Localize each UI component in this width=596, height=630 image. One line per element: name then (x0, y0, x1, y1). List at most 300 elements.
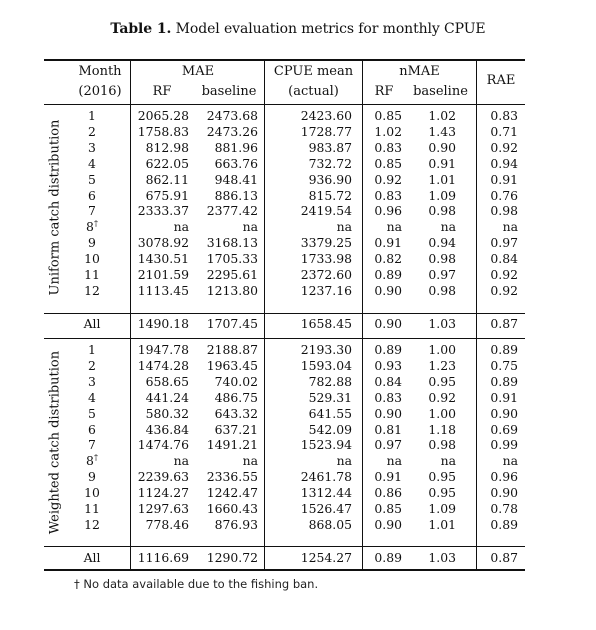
cell-nmae-rf-value: 0.82 (374, 251, 402, 267)
cell-month-value: 12 (84, 282, 100, 298)
cell-rae (477, 172, 518, 187)
cell-cpue-mean (265, 469, 352, 484)
cell-cpue-mean-value: 2193.30 (300, 342, 352, 357)
cell-month-value: 9 (88, 469, 96, 485)
vertical-rule-left (130, 59, 131, 570)
cell-nmae-rf-value: 0.89 (374, 342, 402, 357)
group-label-weighted: Weighted catch distribution (47, 350, 63, 535)
cell-cpue-mean (265, 390, 352, 405)
cell-mae-baseline-value: 2336.55 (206, 469, 258, 485)
cell-cpue-mean (265, 316, 352, 331)
cell-cpue-mean-value: 1733.98 (300, 251, 352, 267)
cell-nmae-rf-value: 0.83 (374, 139, 402, 155)
footnote-dagger: † (74, 577, 80, 591)
cell-month-value: All (83, 550, 101, 565)
cell-month-value: All (83, 316, 101, 331)
cell-month (70, 422, 114, 437)
cell-rae (477, 124, 518, 139)
cell-nmae-rf-value: 0.92 (374, 171, 402, 187)
cell-nmae-baseline (405, 267, 456, 282)
cell-nmae-baseline (405, 550, 456, 565)
cell-cpue-mean (265, 342, 352, 357)
cell-mae-baseline (192, 316, 258, 331)
cell-mae-baseline-value: 881.96 (214, 139, 258, 155)
cell-mae-baseline-value: 886.13 (214, 187, 258, 203)
header-cpue-actual: (actual) (288, 84, 339, 99)
cell-month (70, 219, 114, 234)
cell-mae-rf (132, 235, 189, 250)
cell-nmae-baseline-value: 0.91 (428, 155, 456, 171)
cell-cpue-mean-value: 1254.27 (300, 550, 352, 565)
cell-rae (477, 374, 518, 389)
cell-nmae-baseline (405, 124, 456, 139)
cell-cpue-mean (265, 140, 352, 155)
cell-mae-rf (132, 501, 189, 516)
cell-cpue-mean (265, 550, 352, 565)
cell-rae-value: 0.90 (490, 405, 518, 421)
cell-nmae-baseline (405, 453, 456, 468)
cell-month (70, 453, 114, 468)
cell-mae-baseline (192, 124, 258, 139)
cell-mae-rf-value: 1474.76 (137, 437, 189, 453)
cell-mae-baseline-value: 948.41 (214, 171, 258, 187)
cell-nmae-rf-value: 0.83 (374, 187, 402, 203)
cell-mae-rf (132, 283, 189, 298)
cell-mae-baseline-value: 1660.43 (206, 501, 258, 516)
cell-nmae-baseline-value: 0.94 (428, 235, 456, 251)
cell-nmae-rf-value: 0.90 (374, 316, 402, 331)
cell-cpue-mean-value: na (336, 453, 352, 469)
cell-nmae-baseline (405, 156, 456, 171)
cell-mae-baseline-value: na (242, 219, 258, 235)
top-rule (44, 59, 525, 61)
cell-mae-baseline (192, 437, 258, 452)
cell-month-value: 2 (88, 357, 96, 373)
cell-cpue-mean (265, 108, 352, 123)
cell-nmae-rf (363, 390, 402, 405)
cell-mae-rf (132, 156, 189, 171)
cell-mae-rf-value: 580.32 (145, 405, 189, 421)
cell-month-value: 4 (88, 155, 96, 171)
cell-mae-baseline (192, 374, 258, 389)
cell-mae-baseline (192, 267, 258, 282)
cell-nmae-rf-value: 0.84 (374, 373, 402, 389)
cell-nmae-baseline-value: na (440, 453, 456, 469)
cell-mae-rf-value: 436.84 (145, 421, 189, 437)
cell-rae-value: 0.76 (490, 187, 518, 203)
cell-nmae-baseline (405, 203, 456, 218)
header-cpue-mean: CPUE mean (273, 64, 354, 79)
cell-cpue-mean (265, 437, 352, 452)
cell-nmae-baseline-value: 1.43 (428, 123, 456, 139)
cell-mae-rf (132, 267, 189, 282)
cell-nmae-baseline (405, 172, 456, 187)
cell-mae-rf (132, 140, 189, 155)
cell-nmae-rf-value: 0.91 (374, 235, 402, 251)
cell-mae-baseline-value: 1242.47 (206, 485, 258, 501)
cell-rae-value: 0.92 (490, 139, 518, 155)
cell-month (70, 316, 114, 331)
cell-mae-rf (132, 469, 189, 484)
cell-mae-rf-value: 1124.27 (137, 485, 189, 501)
cell-month (70, 390, 114, 405)
cell-month-value: 8 (86, 219, 94, 235)
cell-nmae-baseline-value: 1.09 (428, 187, 456, 203)
cell-rae-value: 0.99 (490, 437, 518, 453)
cell-rae-value: 0.89 (490, 516, 518, 532)
cell-rae-value: na (502, 219, 518, 235)
cell-cpue-mean (265, 251, 352, 266)
cell-nmae-baseline-value: 1.03 (428, 316, 456, 331)
cell-mae-baseline (192, 406, 258, 421)
cell-nmae-rf (363, 124, 402, 139)
cell-mae-rf-value: 1113.45 (137, 282, 189, 298)
cell-nmae-rf-value: 0.85 (374, 155, 402, 171)
cell-rae (477, 219, 518, 234)
cell-month (70, 342, 114, 357)
cell-mae-baseline-value: 1707.45 (206, 316, 258, 331)
cell-nmae-baseline (405, 188, 456, 203)
cell-rae (477, 235, 518, 250)
cell-rae-value: 0.87 (490, 550, 518, 565)
cell-nmae-rf (363, 485, 402, 500)
cell-rae (477, 140, 518, 155)
cell-nmae-baseline-value: 0.98 (428, 282, 456, 298)
cell-mae-baseline (192, 156, 258, 171)
cell-rae-value: 0.90 (490, 485, 518, 501)
cell-month (70, 374, 114, 389)
cell-cpue-mean (265, 358, 352, 373)
cell-cpue-mean-value: 868.05 (308, 516, 352, 532)
cell-cpue-mean-value: 1312.44 (300, 485, 352, 501)
cell-rae (477, 501, 518, 516)
cell-mae-rf (132, 219, 189, 234)
cell-mae-baseline-value: 637.21 (214, 421, 258, 437)
cell-mae-rf-value: 2333.37 (137, 203, 189, 219)
cell-cpue-mean-value: 542.09 (308, 421, 352, 437)
cell-cpue-mean-value: 2423.60 (300, 108, 352, 123)
cell-rae-value: 0.89 (490, 342, 518, 357)
cell-nmae-baseline (405, 485, 456, 500)
cell-nmae-rf-value: 0.85 (374, 108, 402, 123)
cell-mae-rf-value: 1474.28 (137, 357, 189, 373)
cell-nmae-rf (363, 374, 402, 389)
cell-nmae-rf (363, 316, 402, 331)
cell-nmae-baseline (405, 422, 456, 437)
cell-rae (477, 316, 518, 331)
cell-nmae-rf (363, 203, 402, 218)
header-mae-baseline: baseline (201, 84, 257, 99)
cell-cpue-mean-value: 529.31 (308, 389, 352, 405)
cell-nmae-baseline (405, 374, 456, 389)
cell-nmae-baseline-value: 0.95 (428, 485, 456, 501)
cell-mae-rf-value: 812.98 (145, 139, 189, 155)
cell-cpue-mean-value: 3379.25 (300, 235, 352, 251)
footnote-text: No data available due to the fishing ban. (83, 577, 319, 591)
cell-nmae-baseline-value: 0.98 (428, 203, 456, 219)
cell-mae-rf-value: 1947.78 (137, 342, 189, 357)
cell-rae-value: 0.98 (490, 203, 518, 219)
cell-nmae-baseline-value: 1.03 (428, 550, 456, 565)
cell-nmae-baseline (405, 469, 456, 484)
cell-mae-baseline-value: 2473.26 (206, 123, 258, 139)
cell-rae-value: na (502, 453, 518, 469)
cell-nmae-baseline-value: 1.01 (428, 171, 456, 187)
cell-mae-rf (132, 422, 189, 437)
cell-nmae-rf (363, 156, 402, 171)
cell-month (70, 188, 114, 203)
cell-nmae-rf (363, 453, 402, 468)
cell-month-value: 3 (88, 373, 96, 389)
cell-cpue-mean (265, 172, 352, 187)
header-month: Month (78, 64, 122, 79)
cell-cpue-mean-value: 1237.16 (300, 282, 352, 298)
cell-mae-baseline (192, 283, 258, 298)
cell-rae-value: 0.89 (490, 373, 518, 389)
table-caption (0, 21, 596, 37)
cell-cpue-mean-value: 782.88 (308, 373, 352, 389)
cell-cpue-mean (265, 501, 352, 516)
cell-cpue-mean-value: 2461.78 (300, 469, 352, 485)
cell-mae-baseline (192, 219, 258, 234)
cell-month (70, 172, 114, 187)
cell-nmae-baseline (405, 517, 456, 532)
cell-nmae-rf-value: 0.90 (374, 516, 402, 532)
cell-nmae-rf (363, 406, 402, 421)
cell-nmae-baseline-value: 1.01 (428, 516, 456, 532)
cell-rae-value: 0.94 (490, 155, 518, 171)
cell-nmae-baseline-value: 0.92 (428, 389, 456, 405)
bottom-rule (44, 569, 525, 571)
header-nmae: nMAE (399, 64, 440, 79)
cell-mae-rf (132, 172, 189, 187)
cell-cpue-mean-value: 732.72 (308, 155, 352, 171)
cell-mae-baseline-value: 2295.61 (206, 267, 258, 282)
cell-mae-rf-value: na (173, 453, 189, 469)
cell-month (70, 358, 114, 373)
cell-month-value: 10 (84, 485, 100, 501)
cell-mae-baseline-value: 3168.13 (206, 235, 258, 251)
cell-month-value: 6 (88, 187, 96, 203)
cell-mae-rf-value: 2101.59 (137, 267, 189, 282)
cell-mae-rf (132, 124, 189, 139)
cell-nmae-baseline-value: 1.18 (428, 421, 456, 437)
cell-nmae-baseline (405, 219, 456, 234)
cell-mae-rf-value: 1116.69 (137, 550, 189, 565)
cell-nmae-baseline (405, 406, 456, 421)
cell-mae-baseline-value: 663.76 (214, 155, 258, 171)
cell-rae-value: 0.97 (490, 235, 518, 251)
cell-nmae-baseline-value: 0.98 (428, 437, 456, 453)
header-rae: RAE (486, 73, 516, 88)
cell-mae-rf (132, 550, 189, 565)
cell-mae-rf-value: 622.05 (145, 155, 189, 171)
cell-nmae-rf-value: 0.81 (374, 421, 402, 437)
cell-nmae-baseline (405, 342, 456, 357)
cell-cpue-mean (265, 283, 352, 298)
cell-mae-baseline-value: 643.32 (214, 405, 258, 421)
cell-month-value: 1 (88, 342, 96, 357)
cell-mae-rf-value: 778.46 (145, 516, 189, 532)
cell-month (70, 550, 114, 565)
cell-mae-rf-value: 441.24 (145, 389, 189, 405)
cell-mae-baseline-value: 486.75 (214, 389, 258, 405)
cell-mae-baseline-value: 1705.33 (206, 251, 258, 267)
cell-rae (477, 203, 518, 218)
cell-rae (477, 108, 518, 123)
header-nmae-rf: RF (374, 84, 394, 99)
cell-rae-value: 0.84 (490, 251, 518, 267)
cell-nmae-baseline-value: 1.00 (428, 342, 456, 357)
cell-mae-baseline (192, 108, 258, 123)
cell-month-value: 9 (88, 235, 96, 251)
cell-month (70, 501, 114, 516)
cell-nmae-rf-value: 0.91 (374, 469, 402, 485)
cell-nmae-baseline-value: 1.00 (428, 405, 456, 421)
cell-mae-rf-value: 1758.83 (137, 123, 189, 139)
cell-rae-value: 0.87 (490, 316, 518, 331)
cell-mae-baseline (192, 140, 258, 155)
cell-mae-rf (132, 390, 189, 405)
cell-cpue-mean-value: 1523.94 (300, 437, 352, 453)
cell-mae-baseline (192, 485, 258, 500)
cell-mae-baseline (192, 453, 258, 468)
cell-mae-rf (132, 203, 189, 218)
cell-nmae-rf-value: 0.83 (374, 389, 402, 405)
cell-cpue-mean (265, 267, 352, 282)
cell-mae-rf (132, 316, 189, 331)
cell-cpue-mean-value: 641.55 (308, 405, 352, 421)
cell-nmae-baseline-value: 0.98 (428, 251, 456, 267)
cell-rae (477, 550, 518, 565)
cell-mae-rf-value: 3078.92 (137, 235, 189, 251)
cell-mae-baseline (192, 422, 258, 437)
cell-cpue-mean (265, 453, 352, 468)
cell-cpue-mean (265, 203, 352, 218)
cell-nmae-rf-value: 0.96 (374, 203, 402, 219)
cell-month-value: 11 (84, 501, 100, 516)
cell-nmae-baseline-value: 1.02 (428, 108, 456, 123)
cell-mae-baseline (192, 390, 258, 405)
cell-rae (477, 358, 518, 373)
cell-cpue-mean-value: 1658.45 (300, 316, 352, 331)
cell-cpue-mean (265, 188, 352, 203)
footnote (74, 577, 318, 591)
cell-nmae-rf-value: 1.02 (374, 123, 402, 139)
cell-rae-value: 0.78 (490, 501, 518, 516)
cell-cpue-mean (265, 485, 352, 500)
cell-mae-baseline-value: 2188.87 (206, 342, 258, 357)
cell-month-value: 5 (88, 171, 96, 187)
cell-rae-value: 0.96 (490, 469, 518, 485)
cell-mae-rf (132, 485, 189, 500)
cell-mae-baseline-value: 1213.80 (206, 282, 258, 298)
cell-mae-baseline-value: 1963.45 (206, 357, 258, 373)
cell-month (70, 124, 114, 139)
cell-rae (477, 406, 518, 421)
cell-rae (477, 453, 518, 468)
cell-mae-rf-value: 1297.63 (137, 501, 189, 516)
cell-mae-rf (132, 437, 189, 452)
cell-nmae-baseline (405, 235, 456, 250)
cell-rae (477, 437, 518, 452)
header-rule (44, 104, 525, 105)
cell-cpue-mean (265, 374, 352, 389)
group-separator-rule (44, 338, 525, 339)
cell-nmae-baseline-value: 1.09 (428, 501, 456, 516)
cell-month-value: 6 (88, 421, 96, 437)
cell-month (70, 437, 114, 452)
cell-month-value: 4 (88, 389, 96, 405)
cell-cpue-mean (265, 422, 352, 437)
group2-all-rule (44, 546, 525, 547)
cell-nmae-rf (363, 140, 402, 155)
cell-nmae-baseline-value: 0.95 (428, 469, 456, 485)
cell-nmae-baseline (405, 437, 456, 452)
cell-mae-baseline (192, 342, 258, 357)
cell-nmae-rf (363, 517, 402, 532)
cell-month-value: 8 (86, 453, 94, 469)
cell-month-value: 11 (84, 267, 100, 282)
cell-month-value: 7 (88, 203, 96, 219)
cell-nmae-rf (363, 188, 402, 203)
cell-month (70, 485, 114, 500)
cell-rae (477, 469, 518, 484)
cell-rae (477, 485, 518, 500)
cell-nmae-rf-value: 0.90 (374, 282, 402, 298)
cell-mae-rf (132, 188, 189, 203)
cell-mae-rf-value: 675.91 (145, 187, 189, 203)
cell-cpue-mean (265, 517, 352, 532)
cell-mae-rf (132, 374, 189, 389)
cell-nmae-baseline-value: 0.97 (428, 267, 456, 282)
group1-all-rule (44, 313, 525, 314)
cell-mae-rf-value: 1490.18 (137, 316, 189, 331)
cell-month (70, 267, 114, 282)
cell-mae-rf (132, 406, 189, 421)
cell-mae-rf-value: 1430.51 (137, 251, 189, 267)
cell-nmae-rf-value: 0.97 (374, 437, 402, 453)
cell-month (70, 283, 114, 298)
cell-nmae-rf (363, 235, 402, 250)
cell-nmae-rf (363, 251, 402, 266)
cell-rae (477, 390, 518, 405)
cell-rae-value: 0.92 (490, 267, 518, 282)
cell-nmae-rf (363, 267, 402, 282)
cell-month-value: 3 (88, 139, 96, 155)
cell-cpue-mean-value: 815.72 (308, 187, 352, 203)
cell-rae-value: 0.92 (490, 282, 518, 298)
cell-cpue-mean (265, 124, 352, 139)
cell-nmae-baseline-value: 0.95 (428, 373, 456, 389)
cell-rae (477, 188, 518, 203)
cell-nmae-rf (363, 342, 402, 357)
cell-mae-baseline-value: na (242, 453, 258, 469)
cell-nmae-rf (363, 469, 402, 484)
cell-nmae-baseline (405, 316, 456, 331)
header-year: (2016) (78, 84, 122, 99)
cell-nmae-rf (363, 550, 402, 565)
caption-text: Model evaluation metrics for monthly CPUE (175, 21, 486, 37)
cell-mae-baseline (192, 358, 258, 373)
cell-month (70, 406, 114, 421)
cell-mae-baseline (192, 172, 258, 187)
cell-month-value: 12 (84, 516, 100, 532)
cell-nmae-baseline (405, 108, 456, 123)
cell-rae (477, 517, 518, 532)
header-nmae-baseline: baseline (413, 84, 468, 99)
cell-month (70, 469, 114, 484)
